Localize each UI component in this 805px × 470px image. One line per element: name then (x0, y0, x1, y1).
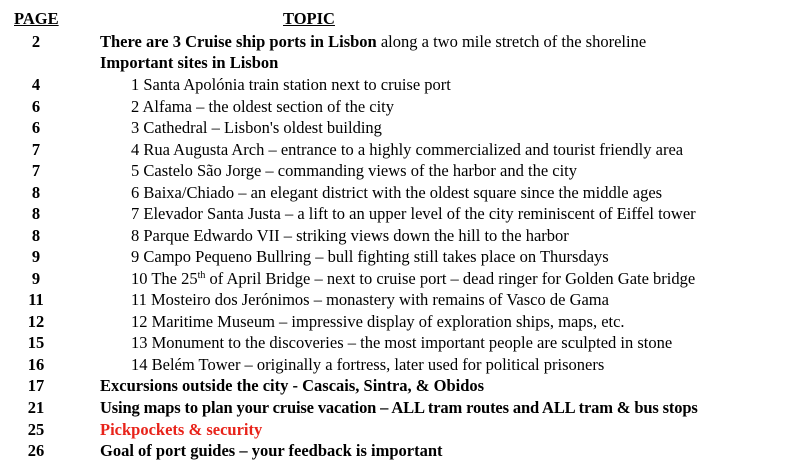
topic-text (131, 268, 695, 290)
ordinal-suffix: th (197, 270, 206, 281)
section-heading: Important sites in Lisbon (100, 53, 279, 72)
page-number: 6 (31, 118, 41, 137)
page-number: 15 (27, 333, 45, 352)
topic-text-end: of April Bridge – next to cruise port – dead ringer for Golden Gate bridge (205, 269, 696, 288)
page-number: 7 (31, 140, 41, 159)
topic-bold-text: There are 3 Cruise ship ports in Lisbon (100, 32, 377, 51)
page-number: 8 (31, 183, 41, 202)
topic-text: 12 Maritime Museum – impressive display of exploration ships, maps, etc. (131, 312, 625, 331)
topic-text: 5 Castelo São Jorge – commanding views of the harbor and the city (131, 161, 578, 180)
section-heading: Goal of port guides – your feedback is important (100, 441, 443, 460)
section-heading: Excursions outside the city - Cascais, Sintra, & Obidos (100, 376, 485, 395)
page-column-header: PAGE (14, 9, 59, 28)
page-number: 12 (27, 312, 45, 331)
topic-normal-text: along a two mile stretch of the shoreline (376, 32, 647, 51)
page-number: 11 (28, 290, 44, 309)
topic-text-start: 10 The 25 (131, 269, 198, 288)
topic-text: 14 Belém Tower – originally a fortress, later used for political prisoners (131, 355, 605, 374)
topic-text: 7 Elevador Santa Justa – a lift to an upper level of the city reminiscent of Eiffel tower (131, 204, 696, 223)
page-number: 17 (27, 376, 45, 395)
page-number: 9 (31, 269, 41, 288)
topic-text (100, 31, 646, 53)
topic-text: 13 Monument to the discoveries – the most important people are sculpted in stone (131, 333, 673, 352)
topic-text: 6 Baixa/Chiado – an elegant district with the oldest square since the middle ages (131, 183, 663, 202)
page-number: 2 (31, 32, 41, 51)
topic-text: 1 Santa Apolónia train station next to cruise port (131, 75, 451, 94)
page-number: 25 (27, 420, 45, 439)
page-number: 26 (27, 441, 45, 460)
topic-text: 8 Parque Edwardo VII – striking views down the hill to the harbor (131, 226, 569, 245)
section-heading-highlight: Pickpockets & security (100, 420, 263, 439)
page-number: 16 (27, 355, 45, 374)
topic-text: 2 Alfama – the oldest section of the city (131, 97, 395, 116)
topic-text: 4 Rua Augusta Arch – entrance to a highly commercialized and tourist friendly area (131, 140, 684, 159)
topic-column-header: TOPIC (283, 9, 335, 28)
page-number: 21 (27, 398, 45, 417)
page-number: 4 (31, 75, 41, 94)
topic-text: 9 Campo Pequeno Bullring – bull fighting still takes place on Thursdays (131, 247, 609, 266)
topic-text: 11 Mosteiro dos Jerónimos – monastery with remains of Vasco de Gama (131, 290, 609, 309)
section-heading: Using maps to plan your cruise vacation – ALL tram routes and ALL tram & bus stops (100, 398, 698, 417)
page-number: 7 (31, 161, 41, 180)
page-number: 9 (31, 247, 41, 266)
page-number: 8 (31, 226, 41, 245)
page-number: 8 (31, 204, 41, 223)
topic-text: 3 Cathedral – Lisbon's oldest building (131, 118, 382, 137)
page-number: 6 (31, 97, 41, 116)
